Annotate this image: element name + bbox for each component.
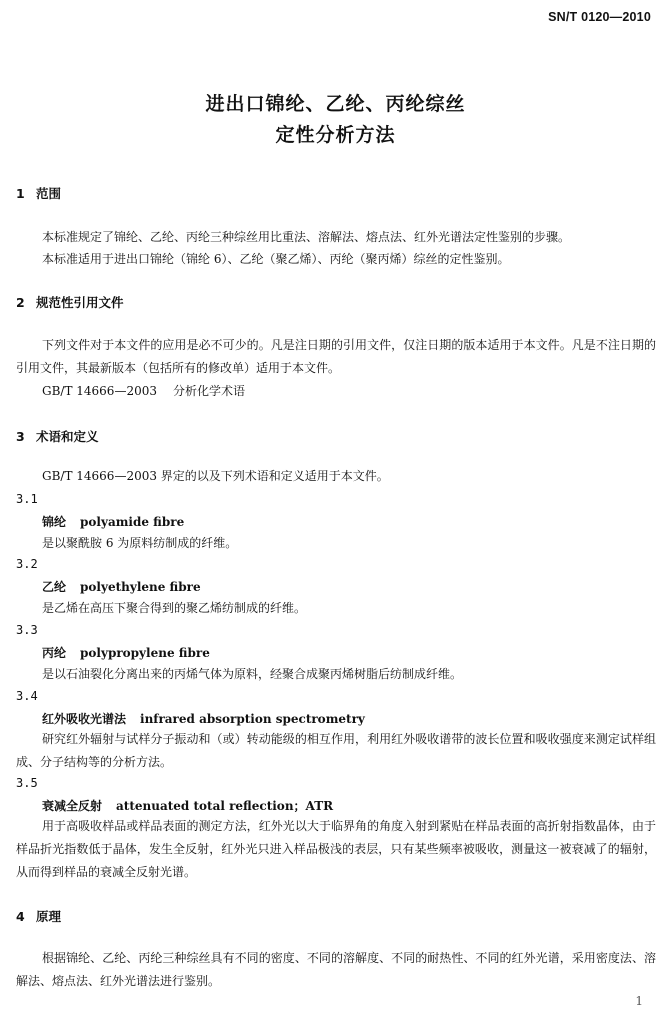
term-entry xyxy=(42,578,201,595)
principle-paragraph: 根据锦纶、乙纶、丙纶三种综丝具有不同的密度、不同的溶解度、不同的耐热性、不同的红外光谱，采用密度法、溶解法、熔点法、红外光谱法进行鉴别。 xyxy=(16,951,656,988)
reference-code: GB/T 14666—2003 xyxy=(42,384,157,398)
term-en: polyamide fibre xyxy=(80,515,185,529)
normative-reference xyxy=(42,382,245,399)
terms-intro: GB/T 14666—2003 界定的以及下列术语和定义适用于本文件。 xyxy=(42,469,389,483)
term-number: 3.2 xyxy=(16,557,38,571)
section-title: 原理 xyxy=(36,909,62,924)
term-number: 3.4 xyxy=(16,689,38,703)
section-number: 4 xyxy=(16,909,25,924)
term-definition: 是以聚酰胺 6 为原料纺制成的纤维。 xyxy=(42,536,238,550)
term-zh: 锦纶 xyxy=(42,515,67,529)
section-title: 规范性引用文件 xyxy=(36,295,124,310)
term-definition: 是以石油裂化分离出来的丙烯气体为原料，经聚合成聚丙烯树脂后纺制成纤维。 xyxy=(42,667,463,681)
term-number: 3.3 xyxy=(16,623,38,637)
term-zh: 乙纶 xyxy=(42,580,67,594)
term-entry xyxy=(42,644,210,661)
section-heading-principle xyxy=(16,907,61,925)
page-number: 1 xyxy=(635,994,643,1008)
section-number: 2 xyxy=(16,295,25,310)
standard-code: SN/T 0120—2010 xyxy=(548,10,651,24)
term-zh: 红外吸收光谱法 xyxy=(42,712,127,726)
term-en: infrared absorption spectrometry xyxy=(140,712,365,726)
term-number: 3.5 xyxy=(16,776,38,790)
term-zh: 丙纶 xyxy=(42,646,67,660)
document-title-line1: 进出口锦纶、乙纶、丙纶综丝 xyxy=(205,93,466,115)
section-title: 范围 xyxy=(36,186,62,201)
reference-title: 分析化学术语 xyxy=(172,384,245,398)
document-title-line2: 定性分析方法 xyxy=(275,124,396,146)
term-entry xyxy=(42,513,184,530)
section-heading-scope xyxy=(16,184,61,202)
scope-paragraph-2: 本标准适用于进出口锦纶（锦纶 6）、乙纶（聚乙烯）、丙纶（聚丙烯）综丝的定性鉴别。 xyxy=(42,252,510,266)
term-en: polyethylene fibre xyxy=(80,580,201,594)
term-zh: 衰减全反射 xyxy=(42,799,103,813)
term-entry xyxy=(42,797,333,814)
term-definition: 用于高吸收样品或样品表面的测定方法，红外光以大于临界角的角度入射到紧贴在样品表面的高折射指数晶体，由于样品折光指数低于晶体，发生全反射，红外光只进入样品极浅的表层，只有某些频率被吸收，测量这一被衰减了的辐射，从而得到样品的衰减全反射光谱。 xyxy=(16,819,656,879)
term-definition: 是乙烯在高压下聚合得到的聚乙烯纺制成的纤维。 xyxy=(42,601,307,615)
scope-paragraph-1: 本标准规定了锦纶、乙纶、丙纶三种综丝用比重法、溶解法、熔点法、红外光谱法定性鉴别的步骤。 xyxy=(42,230,571,244)
section-title: 术语和定义 xyxy=(36,429,99,444)
section-heading-terms xyxy=(16,427,99,445)
term-en: attenuated total reflection；ATR xyxy=(116,799,334,813)
term-en: polypropylene fibre xyxy=(80,646,210,660)
section-number: 1 xyxy=(16,186,25,201)
term-number: 3.1 xyxy=(16,492,38,506)
section-number: 3 xyxy=(16,429,25,444)
term-definition: 研究红外辐射与试样分子振动和（或）转动能级的相互作用，利用红外吸收谱带的波长位置和吸收强度来测定试样组成、分子结构等的分析方法。 xyxy=(16,732,656,769)
term-entry xyxy=(42,710,365,727)
normative-paragraph: 下列文件对于本文件的应用是必不可少的。凡是注日期的引用文件，仅注日期的版本适用于本文件。凡是不注日期的引用文件，其最新版本（包括所有的修改单）适用于本文件。 xyxy=(16,338,656,375)
section-heading-normative xyxy=(16,293,124,311)
